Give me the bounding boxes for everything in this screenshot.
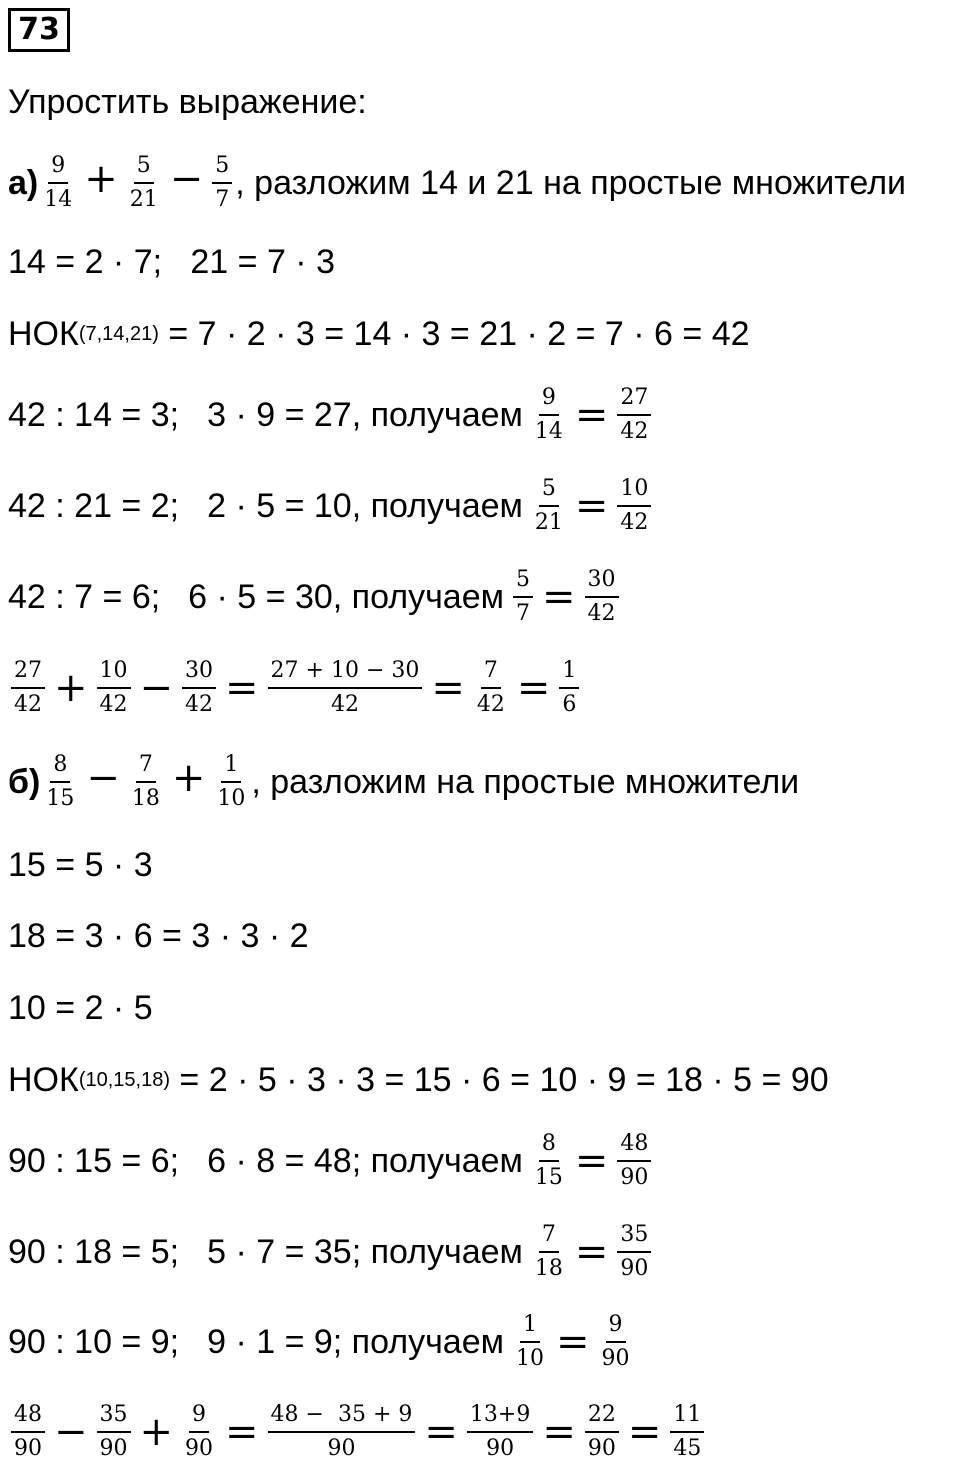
denominator: 42 <box>14 692 42 717</box>
step-product: 5 · 7 = 35; получаем <box>207 1232 523 1271</box>
lcm-chain: = 2 · 5 · 3 · 3 = 15 · 6 = 10 · 9 = 18 · 5 = 90 <box>169 1060 829 1099</box>
part-b-final-calc <box>8 1392 707 1472</box>
part-b-expression <box>40 752 251 812</box>
denominator: 42 <box>620 510 649 535</box>
part-a-label: а) <box>8 163 39 202</box>
factor-text: 18 = 3 · 6 = 3 · 3 · 2 <box>8 916 309 955</box>
denominator: 15 <box>46 786 75 811</box>
denominator: 6 <box>562 692 577 717</box>
numerator: 9 <box>189 1402 209 1433</box>
denominator: 90 <box>601 1346 630 1371</box>
numerator: 1 <box>221 752 241 783</box>
denominator: 90 <box>620 1165 649 1190</box>
part-a-factor-text: 14 = 2 · 7; 21 = 7 · 3 <box>8 242 335 281</box>
numerator: 5 <box>134 153 154 184</box>
step-product: 6 · 5 = 30, получаем <box>188 577 504 616</box>
fraction-converted <box>617 385 651 445</box>
numerator: 5 <box>513 567 533 598</box>
part-b-factor-line-3 <box>8 968 153 1048</box>
part-a-step-2 <box>8 466 654 546</box>
part-a-step-3 <box>8 557 622 637</box>
part-b-step-1 <box>8 1121 654 1201</box>
fraction <box>182 1402 216 1462</box>
lcm-label: НОК <box>8 1060 79 1099</box>
fraction <box>214 752 248 812</box>
numerator: 27 + 10 − 30 <box>268 658 423 689</box>
numerator: 1 <box>559 658 579 689</box>
operator: + <box>171 754 206 801</box>
fraction <box>97 1402 131 1462</box>
operator: = <box>574 483 609 529</box>
denominator: 18 <box>534 1256 563 1281</box>
operator: = <box>574 392 609 438</box>
part-a-factor-line <box>8 222 335 302</box>
fraction-original <box>532 385 566 445</box>
denominator: 90 <box>327 1436 356 1461</box>
fraction <box>670 1402 704 1462</box>
step-product: 6 · 8 = 48; получаем <box>207 1141 523 1180</box>
numerator: 5 <box>212 153 232 184</box>
numerator: 48 <box>11 1402 45 1433</box>
fraction <box>212 153 232 213</box>
part-a-header <box>8 143 906 223</box>
factor-text: 15 = 5 · 3 <box>8 845 153 884</box>
numerator: 10 <box>617 476 651 507</box>
fraction-converted <box>599 1312 633 1372</box>
operator: + <box>84 155 118 202</box>
operator: = <box>424 1409 458 1455</box>
operator: = <box>556 1319 590 1365</box>
denominator: 90 <box>587 1436 616 1461</box>
fraction <box>41 153 75 213</box>
operator: = <box>431 665 465 711</box>
fraction <box>11 1402 45 1462</box>
numerator: 10 <box>97 658 131 689</box>
operator: = <box>574 1138 609 1184</box>
numerator: 11 <box>670 1402 704 1433</box>
fraction <box>97 658 131 718</box>
denominator: 14 <box>44 187 73 212</box>
part-b-header <box>8 742 799 822</box>
operator: = <box>225 1409 259 1455</box>
operator: = <box>541 574 576 620</box>
task-title <box>8 62 367 142</box>
denominator: 7 <box>215 187 230 212</box>
part-b-label: б) <box>8 762 41 801</box>
numerator: 7 <box>539 1222 559 1253</box>
denominator: 14 <box>534 419 563 444</box>
lcm-args: (10,15,18) <box>78 1068 170 1091</box>
fraction <box>129 752 163 812</box>
numerator: 9 <box>48 153 68 184</box>
lcm-chain: = 7 · 2 · 3 = 14 · 3 = 21 · 2 = 7 · 6 = 42 <box>158 314 750 353</box>
fraction-converted <box>585 567 619 627</box>
problem-number: 73 <box>8 8 70 52</box>
numerator: 30 <box>182 658 216 689</box>
fraction-converted <box>617 1222 651 1282</box>
numerator: 13+9 <box>467 1402 533 1433</box>
numerator: 27 <box>11 658 45 689</box>
step-division: 90 : 15 = 6; <box>8 1141 180 1180</box>
denominator: 7 <box>515 601 530 626</box>
part-a-lcm-line <box>8 294 750 374</box>
denominator: 90 <box>185 1436 214 1461</box>
denominator: 90 <box>99 1436 128 1461</box>
numerator: 8 <box>50 752 70 783</box>
numerator: 48 − 35 + 9 <box>268 1402 416 1433</box>
fraction <box>474 658 508 718</box>
fraction <box>127 153 161 213</box>
step-product: 9 · 1 = 9; получаем <box>207 1322 504 1361</box>
part-a-comment: , разложим 14 и 21 на простые множители <box>235 163 907 202</box>
denominator: 42 <box>185 692 214 717</box>
step-division: 42 : 21 = 2; <box>8 486 180 525</box>
fraction-original <box>513 1312 547 1372</box>
fraction <box>585 1402 619 1462</box>
fraction-original <box>513 567 533 627</box>
operator: − <box>86 754 120 801</box>
fraction <box>11 658 45 718</box>
numerator: 9 <box>539 385 559 416</box>
operator: = <box>225 665 259 711</box>
numerator: 1 <box>520 1312 540 1343</box>
fraction-converted <box>617 1131 651 1191</box>
lcm-label: НОК <box>8 314 79 353</box>
numerator: 5 <box>539 476 559 507</box>
operator: = <box>542 1409 576 1455</box>
part-a-final-calc <box>8 648 582 728</box>
denominator: 90 <box>486 1436 515 1461</box>
step-division: 90 : 10 = 9; <box>8 1322 180 1361</box>
fraction-original <box>532 1131 566 1191</box>
numerator: 35 <box>617 1222 651 1253</box>
step-division: 42 : 7 = 6; <box>8 577 161 616</box>
operator: + <box>139 1409 174 1455</box>
denominator: 42 <box>330 692 359 717</box>
lcm-args: (7,14,21) <box>78 322 159 345</box>
denominator: 21 <box>534 510 563 535</box>
operator: = <box>574 1229 609 1275</box>
part-b-factor-line-1 <box>8 825 153 905</box>
denominator: 45 <box>673 1436 702 1461</box>
numerator: 7 <box>136 752 156 783</box>
numerator: 27 <box>617 385 651 416</box>
fraction-original <box>532 1222 566 1282</box>
task-title-text: Упростить выражение: <box>8 82 367 121</box>
denominator: 42 <box>587 601 616 626</box>
operator: = <box>516 665 551 711</box>
fraction-converted <box>617 476 651 536</box>
numerator: 7 <box>481 658 501 689</box>
part-b-comment: , разложим на простые множители <box>251 762 800 801</box>
part-b-lcm-line <box>8 1040 829 1120</box>
denominator: 21 <box>129 187 158 212</box>
denominator: 42 <box>99 692 128 717</box>
operator: − <box>169 155 204 202</box>
numerator: 35 <box>97 1402 131 1433</box>
operator: − <box>54 1409 88 1455</box>
numerator: 30 <box>585 567 619 598</box>
operator: = <box>627 1409 662 1455</box>
part-b-factor-line-2 <box>8 896 309 976</box>
numerator: 22 <box>585 1402 619 1433</box>
fraction <box>268 1402 416 1462</box>
denominator: 90 <box>620 1256 649 1281</box>
denominator: 18 <box>131 786 160 811</box>
denominator: 10 <box>516 1346 544 1371</box>
denominator: 10 <box>217 786 246 811</box>
numerator: 9 <box>606 1312 626 1343</box>
factor-text: 10 = 2 · 5 <box>8 988 153 1027</box>
fraction <box>559 658 579 718</box>
step-product: 3 · 9 = 27, получаем <box>207 395 523 434</box>
part-a-step-1 <box>8 375 654 455</box>
numerator: 48 <box>617 1131 651 1162</box>
step-product: 2 · 5 = 10, получаем <box>207 486 523 525</box>
operator: + <box>54 665 88 711</box>
fraction <box>43 752 77 812</box>
operator: − <box>139 665 174 711</box>
denominator: 15 <box>534 1165 563 1190</box>
part-a-expression <box>38 153 235 213</box>
numerator: 8 <box>539 1131 559 1162</box>
fraction <box>268 658 423 718</box>
fraction-original <box>532 476 566 536</box>
step-division: 90 : 18 = 5; <box>8 1232 180 1271</box>
denominator: 42 <box>620 419 649 444</box>
fraction <box>467 1402 533 1462</box>
part-b-step-3 <box>8 1302 636 1382</box>
denominator: 42 <box>476 692 505 717</box>
fraction <box>182 658 216 718</box>
part-b-step-2 <box>8 1212 654 1292</box>
step-division: 42 : 14 = 3; <box>8 395 180 434</box>
denominator: 90 <box>14 1436 42 1461</box>
